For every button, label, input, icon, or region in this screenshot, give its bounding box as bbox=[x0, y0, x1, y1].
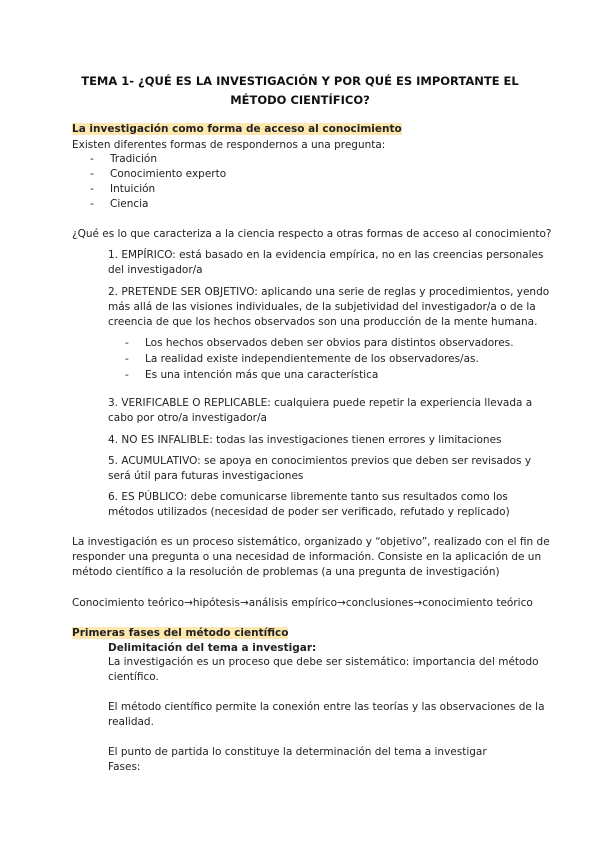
section-2-subheading: Delimitación del tema a investigar: bbox=[108, 642, 317, 654]
title-line-2: MÉTODO CIENTÍFICO? bbox=[230, 93, 370, 107]
title-line-1: TEMA 1- ¿QUÉ ES LA INVESTIGACIÓN Y POR QUÉ ES IMPORTANTE EL bbox=[81, 74, 519, 88]
list-item: - Es una intención más que una característica bbox=[125, 369, 379, 381]
research-definition-paragraph: La investigación es un proceso sistemático, organizado y “objetivo”, realizado con el fin de responder una pregunta o una necesidad de información. Consiste en la aplicación de un método científico a la resolución de problemas (a una pregunta de investigación) bbox=[72, 536, 550, 578]
section-1-heading-text: La investigación como forma de acceso al conocimiento bbox=[72, 123, 402, 135]
section-2-phases-label: Fases: bbox=[108, 761, 141, 773]
section-1-heading bbox=[72, 122, 402, 137]
list-item: - La realidad existe independientemente de los observadores/as. bbox=[125, 353, 479, 365]
science-question: ¿Qué es lo que caracteriza a la ciencia respecto a otras formas de acceso al conocimiento? bbox=[72, 228, 552, 240]
item-3: 3. VERIFICABLE O REPLICABLE: cualquiera puede repetir la experiencia llevada a cabo por otro/a investigador/a bbox=[108, 397, 533, 424]
section-1-intro: Existen diferentes formas de respondernos a una pregunta: bbox=[72, 139, 386, 151]
ways-list bbox=[90, 152, 227, 212]
list-item: - Tradición bbox=[90, 153, 157, 165]
item-5: 5. ACUMULATIVO: se apoya en conocimientos previos que deben ser revisados y será útil para futuras investigaciones bbox=[108, 455, 532, 482]
knowledge-cycle: Conocimiento teórico→hipótesis→análisis empírico→conclusiones→conocimiento teórico bbox=[72, 597, 533, 609]
page-title bbox=[60, 72, 540, 110]
objectivity-sublist bbox=[125, 336, 514, 384]
item-1: 1. EMPÍRICO: está basado en la evidencia empírica, no en las creencias personales del investigador/a bbox=[108, 249, 544, 276]
section-2-paragraph-2: El método científico permite la conexión entre las teorías y las observaciones de la realidad. bbox=[108, 701, 545, 728]
section-2-paragraph-3: El punto de partida lo constituye la determinación del tema a investigar bbox=[108, 746, 487, 758]
item-4: 4. NO ES INFALIBLE: todas las investigaciones tienen errores y limitaciones bbox=[108, 434, 502, 446]
section-2-heading-text: Primeras fases del método científico bbox=[72, 627, 289, 639]
list-item: - Intuición bbox=[90, 183, 156, 195]
item-2: 2. PRETENDE SER OBJETIVO: aplicando una serie de reglas y procedimientos, yendo más allá de las visiones individuales, de la subjetividad del investigador/a o de la creencia de que los hechos observados son una producción de la mente humana. bbox=[108, 286, 550, 328]
section-2-paragraph-1: La investigación es un proceso que debe ser sistemático: importancia del método científico. bbox=[108, 656, 539, 683]
list-item: - Ciencia bbox=[90, 198, 149, 210]
list-item: - Conocimiento experto bbox=[90, 168, 227, 180]
item-6: 6. ES PÚBLICO: debe comunicarse libremente tanto sus resultados como los métodos utilizados (necesidad de poder ser verificado, refutado y replicado) bbox=[108, 491, 510, 518]
section-2-heading bbox=[72, 626, 288, 641]
list-item: - Los hechos observados deben ser obvios para distintos observadores. bbox=[125, 337, 514, 349]
